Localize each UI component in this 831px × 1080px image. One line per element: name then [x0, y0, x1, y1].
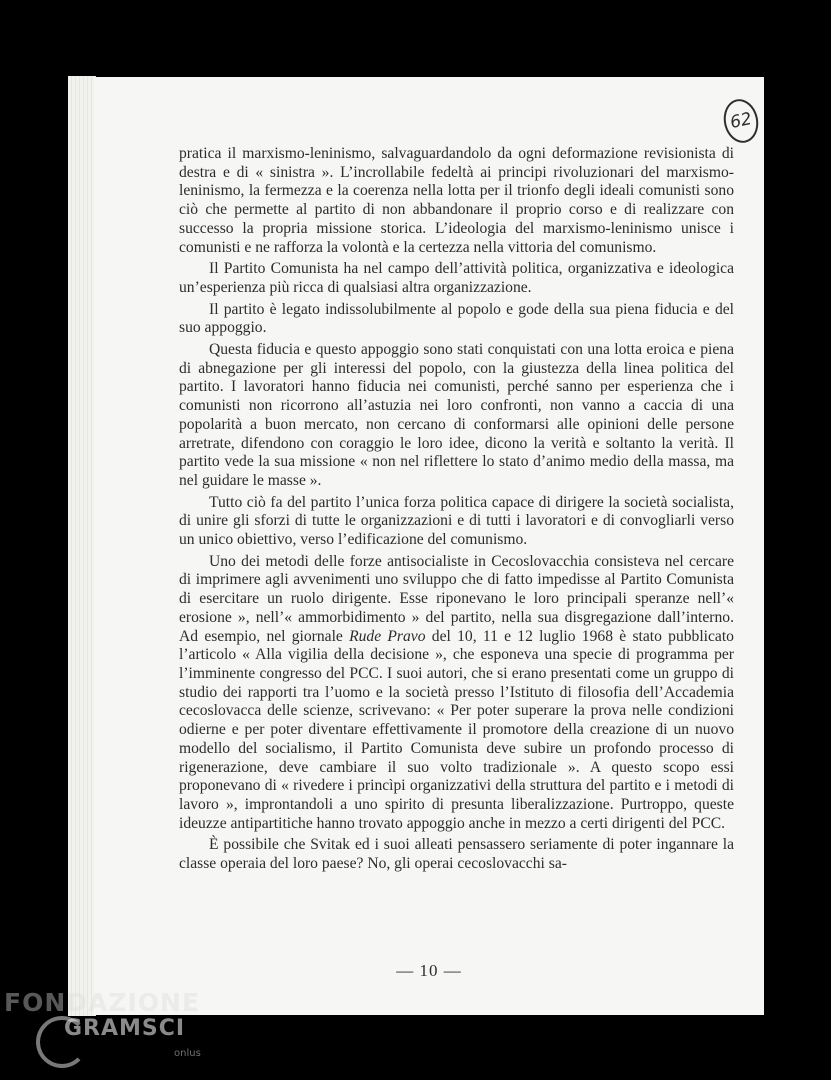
paragraph-text: del 10, 11 e 12 luglio 1968 è stato pubblicato l’articolo « Alla vigilia della decisione », che esponeva una specie di programma per l’imminente congresso del PCC. I suoi autori, che si erano presentati come un gruppo di studio dei rapporti tra l’uomo e la società presso l’Istituto di filosofia dell’Accademia cecoslovacca delle scienze, scrivevano: « Per poter superare la prova nelle condizioni odierne e per poter diventare effettivamente il promotore della creazione di un nuovo modello del socialismo, il Partito Comunista deve subire un profondo processo di rigenerazione, deve cambiare il suo volto tradizionale ». A questo scopo essi proponevano di « rivedere i princìpi organizzativi della struttura del partito e i metodi di lavoro », improntandoli a uno spirito di presunta liberalizzazione. Purtroppo, queste ideuzze antipartitiche hanno trovato appoggio anche in mezzo a certi dirigenti del PCC.	[179, 627, 734, 832]
watermark-logo	[2, 988, 232, 1080]
newspaper-title: Rude Pravo	[349, 627, 426, 645]
handwritten-page-number: 62	[720, 96, 762, 146]
paragraph: È possibile che Svitak ed i suoi alleati pensassero seriamente di poter ingannare la classe operaia del loro paese? No, gli operai cecoslovacchi sa-	[179, 836, 734, 873]
paragraph: Il partito è legato indissolubilmente al popolo e gode della sua piena fiducia e del suo appoggio.	[179, 300, 734, 337]
paragraph: pratica il marxismo-leninismo, salvaguardandolo da ogni deformazione revisionista di destra e di « sinistra ». L’incrollabile fedeltà ai principi rivoluzionari del marxismo-leninismo, la fermezza e la coerenza nella lotta per il trionfo degli ideali comunisti sono ciò che permette al partito di non abbandonare il proprio corso e di realizzare con successo la propria missione storica. L’ideologia del marxismo-leninismo unisce i comunisti e ne rafforza la volontà e la certezza nella vittoria del comunismo.	[179, 145, 734, 256]
watermark-line-3: onlus	[174, 1048, 201, 1059]
watermark-line-2: GRAMSCI	[64, 1016, 186, 1041]
paragraph-text: Uno dei metodi delle forze antisocialiste in Cecoslovacchia consisteva nel cercare di imprimere agli avvenimenti uno sviluppo che di fatto impedisse al Partito Comunista di esercitare un ruolo dirigente. Esse riponevano le loro principali speranze nell’« erosione », nell’« ammorbidimento » del partito, nella sua disgregazione dall’interno. Ad esempio, nel giornale	[179, 552, 734, 645]
paragraph: Tutto ciò fa del partito l’unica forza politica capace di dirigere la società socialista, di unire gli sforzi di tutte le organizzazioni e di tutti i lavoratori e di convogliarli verso un unico obiettivo, verso l’edificazione del comunismo.	[179, 493, 734, 549]
paragraph: Questa fiducia e questo appoggio sono stati conquistati con una lotta eroica e piena di abnegazione per gli interessi del popolo, con la giustezza della linea politica del partito. I lavoratori hanno fiducia nei comunisti, perché sanno per esperienza che i comunisti non ricorrono all’astuzia nei loro confronti, non vanno a caccia di una popolarità a buon mercato, non cercano di conformarsi alle opinioni delle persone arretrate, difendono con coraggio le loro idee, dicono la verità e soltanto la verità. Il partito vede la sua missione « non nel riflettere lo stato d’animo medio della massa, ma nel guidare le masse ».	[179, 341, 734, 489]
page-stack-edges	[68, 76, 96, 1016]
page-folio: — 10 —	[396, 961, 462, 980]
watermark-line-1: FONDAZIONE	[4, 988, 201, 1017]
paragraph	[179, 553, 734, 834]
body-text	[179, 145, 734, 877]
document-page	[94, 77, 764, 1015]
paragraph: Il Partito Comunista ha nel campo dell’attività politica, organizzativa e ideologica un’esperienza più ricca di qualsiasi altra organizzazione.	[179, 260, 734, 296]
